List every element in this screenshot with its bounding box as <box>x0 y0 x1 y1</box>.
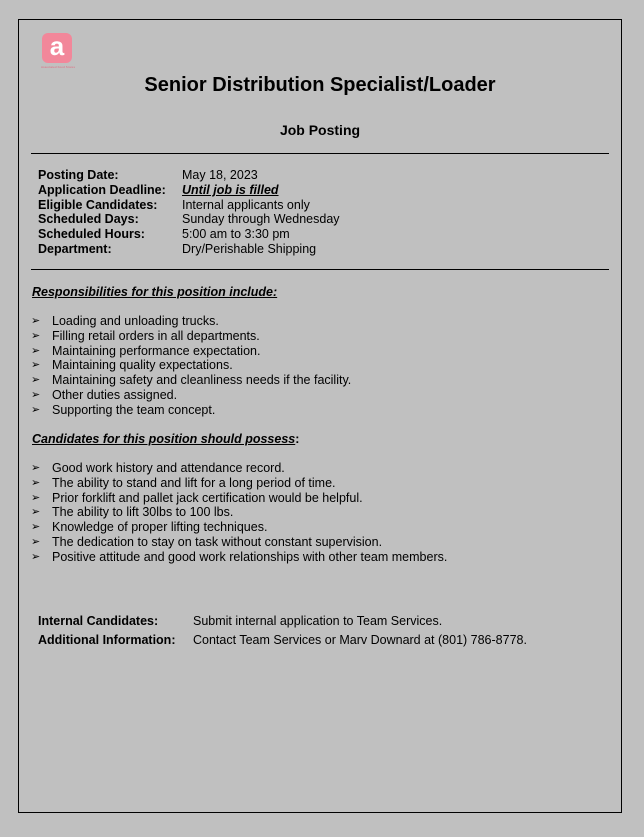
contact-info-table <box>38 612 527 650</box>
qualifications-heading-colon: : <box>295 432 300 446</box>
list-item: ➢ Loading and unloading trucks. <box>31 314 219 328</box>
info-row <box>38 198 340 213</box>
arrow-bullet-icon: ➢ <box>31 521 41 534</box>
arrow-bullet-icon: ➢ <box>31 329 41 342</box>
list-item: ➢ The ability to stand and lift for a long period of time. <box>31 475 336 490</box>
divider-middle <box>31 269 609 270</box>
info-row <box>38 212 340 227</box>
contact-row <box>38 612 527 631</box>
page-subtitle: Job Posting <box>279 122 361 138</box>
arrow-bullet-icon: ➢ <box>31 506 41 519</box>
info-value: Internal applicants only <box>182 197 310 212</box>
info-value: May 18, 2023 <box>182 168 258 182</box>
info-row <box>38 168 340 183</box>
info-value: Sunday through Wednesday <box>182 212 340 227</box>
info-row <box>38 242 340 257</box>
page-title: Senior Distribution Specialist/Loader <box>144 74 496 96</box>
arrow-bullet-icon: ➢ <box>31 315 41 327</box>
list-item: ➢ Maintaining quality expectations. <box>31 358 233 373</box>
info-row <box>38 183 340 198</box>
arrow-bullet-icon: ➢ <box>31 344 41 357</box>
list-item: ➢ Maintaining safety and cleanliness needs if the facility. <box>31 373 352 388</box>
arrow-bullet-icon: ➢ <box>31 550 41 563</box>
info-label: Department: <box>38 241 112 256</box>
company-logo <box>41 33 87 69</box>
list-item: ➢ Positive attitude and good work relationships with other team members. <box>31 549 448 564</box>
arrow-bullet-icon: ➢ <box>31 359 41 372</box>
info-row <box>38 227 340 242</box>
qualifications-list <box>31 461 447 565</box>
qualifications-heading-text: Candidates for this position should possess <box>32 432 296 446</box>
contact-label: Additional Information: <box>38 633 176 647</box>
list-item: ➢ Other duties assigned. <box>31 387 178 402</box>
list-item: ➢ Filling retail orders in all departments. <box>31 328 260 343</box>
contact-value: Submit internal application to Team Services. <box>193 614 443 628</box>
job-posting-page <box>18 19 622 813</box>
arrow-bullet-icon: ➢ <box>31 403 41 416</box>
info-value: 5:00 am to 3:30 pm <box>182 227 290 242</box>
info-value: Dry/Perishable Shipping <box>182 241 317 256</box>
application-deadline-value: Until job is filled <box>182 182 279 197</box>
posting-info-table <box>38 168 340 257</box>
list-item: ➢ Maintaining performance expectation. <box>31 343 261 358</box>
arrow-bullet-icon: ➢ <box>31 535 41 548</box>
info-label: Scheduled Days: <box>38 212 139 227</box>
arrow-bullet-icon: ➢ <box>31 491 41 504</box>
list-item: ➢ Knowledge of proper lifting techniques. <box>31 520 268 535</box>
info-label: Posting Date: <box>38 168 119 182</box>
list-item: ➢ The ability to lift 30lbs to 100 lbs. <box>31 505 234 520</box>
contact-value: Contact Team Services or Marv Downard at (801) 786-8778. <box>193 633 527 647</box>
list-item: ➢ The dedication to stay on task without constant supervision. <box>31 534 383 549</box>
divider-top <box>31 153 609 154</box>
responsibilities-list <box>31 314 351 418</box>
info-label: Scheduled Hours: <box>38 227 145 242</box>
contact-row <box>38 631 527 650</box>
arrow-bullet-icon: ➢ <box>31 476 41 489</box>
arrow-bullet-icon: ➢ <box>31 462 41 474</box>
qualifications-heading <box>32 432 299 446</box>
list-item: ➢ Good work history and attendance record. <box>31 461 285 475</box>
info-label: Eligible Candidates: <box>38 197 158 212</box>
contact-label: Internal Candidates: <box>38 614 159 628</box>
info-label: Application Deadline: <box>38 182 166 197</box>
responsibilities-heading-text: Responsibilities for this position include: <box>32 285 278 299</box>
logo-tagline: Associated Food Stores <box>41 65 76 69</box>
arrow-bullet-icon: ➢ <box>31 388 41 401</box>
logo-mark: a <box>42 33 72 63</box>
arrow-bullet-icon: ➢ <box>31 374 41 387</box>
list-item: ➢ Supporting the team concept. <box>31 402 216 417</box>
responsibilities-heading <box>32 285 277 299</box>
list-item: ➢ Prior forklift and pallet jack certification would be helpful. <box>31 490 363 505</box>
